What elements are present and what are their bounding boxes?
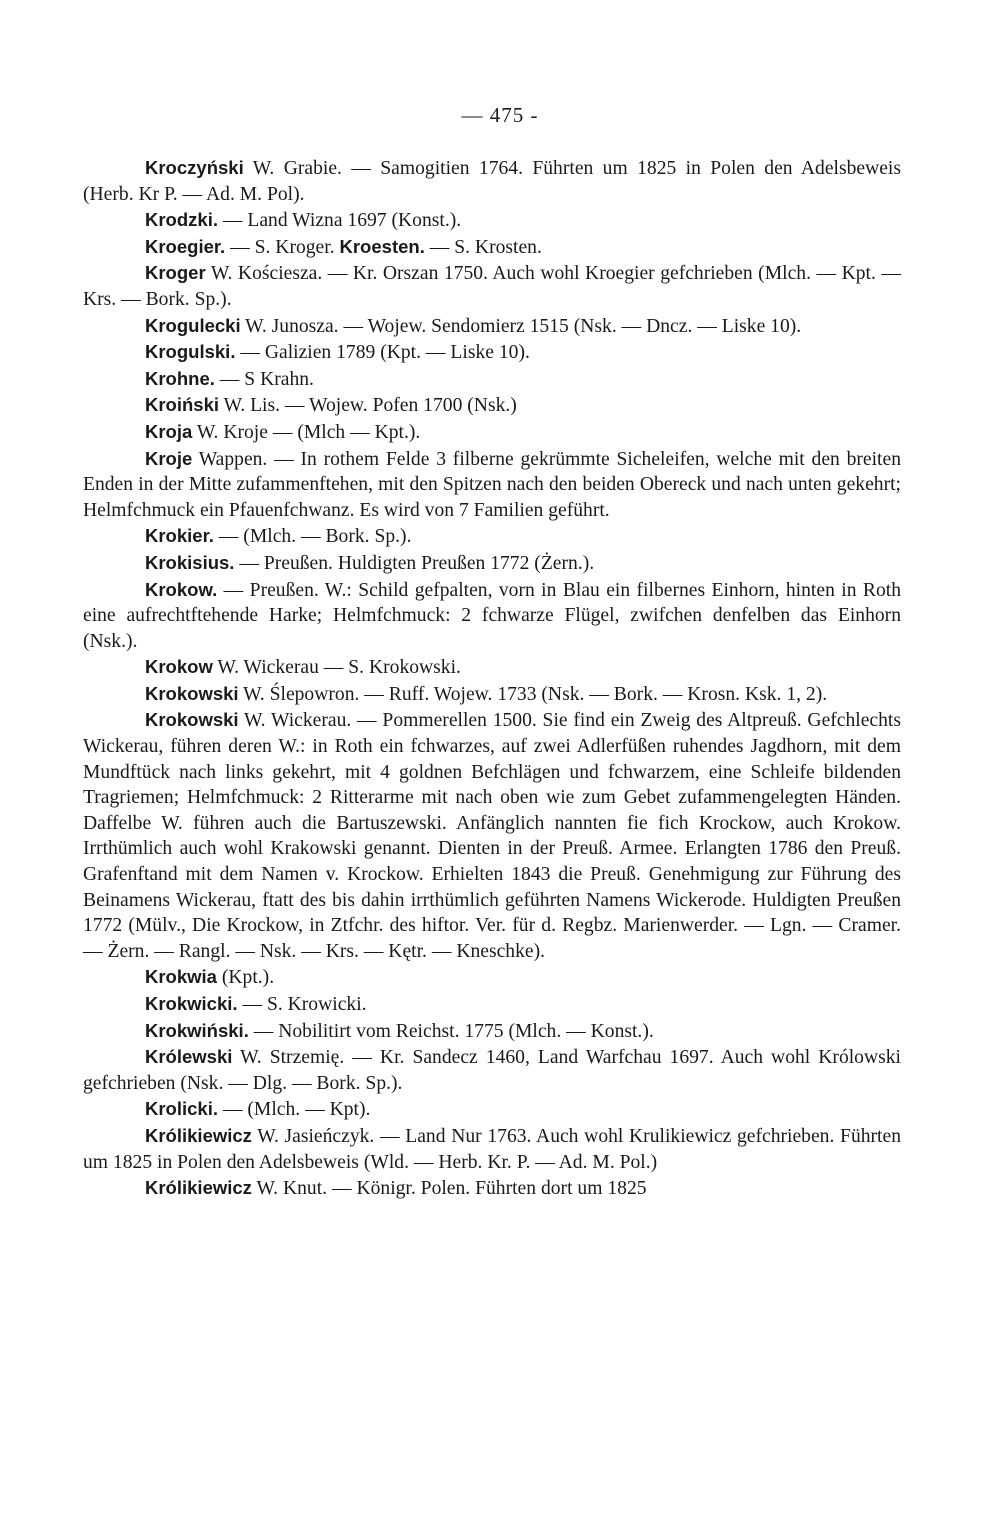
dictionary-entry (83, 681, 901, 708)
entry-headword: Kroesten. (339, 235, 425, 257)
dictionary-entry (83, 260, 901, 312)
dictionary-entry (83, 1175, 901, 1202)
entry-headword: Królikiewicz (145, 1177, 252, 1199)
dictionary-entry (83, 366, 901, 393)
entry-text: W. Lis. — Wojew. Pofen 1700 (Nsk.) (219, 395, 517, 417)
dictionary-entry (83, 577, 901, 655)
entry-headword: Kroegier. (145, 235, 226, 257)
entry-text: Wappen. — In rothem Felde 3 filberne gekrümmte Sicheleifen, welche mit den breiten Enden in der Mitte zufammenftehen, mit den Spitzen nach den beiden Obereck und nach unten gekehrt; Helmfchmuck ein Pfauenfchwanz. Es wird von 7 Familien geführt. (83, 448, 901, 521)
entry-text: W. Jasieńczyk. — Land Nur 1763. Auch wohl Krulikiewicz gefchrieben. Führten um 1825 in Polen den Adelsbeweis (Wld. — Herb. Kr. P. — Ad. M. Pol.) (83, 1125, 901, 1173)
entry-text: — Galizien 1789 (Kpt. — Liske 10). (235, 342, 530, 364)
entry-headword: Krogulski. (145, 341, 236, 363)
entry-text: W. Kościesza. — Kr. Orszan 1750. Auch wohl Kroegier gefchrieben (Mlch. — Kpt. — Krs. — Bork. Sp.). (83, 263, 901, 310)
entry-headword: Krokow (145, 656, 213, 678)
entry-headword: Kroczyński (145, 157, 244, 178)
entry-text: W. Grabie. — Samogitien 1764. Führten um 1825 in Polen den Adelsbeweis (Herb. Kr P. — Ad. M. Pol). (83, 158, 901, 205)
entry-headword: Krokwia (145, 966, 217, 988)
entry-text: — S. Krowicki. (237, 994, 367, 1015)
entry-headword: Królikiewicz (145, 1124, 252, 1146)
entry-list (83, 155, 901, 1202)
entry-headword: Krokisius. (145, 551, 235, 573)
entry-headword: Krodzki. (145, 209, 218, 231)
dictionary-entry (83, 1096, 901, 1123)
entry-text: W. Wickerau. — Pommerellen 1500. Sie find ein Zweig des Altpreuß. Gefchlechts Wickerau, führen deren W.: in Roth ein fchwarzes, auf zwei Adlerfüßen ruhendes Jagdhorn, mit dem Mundftück nach links gekehrt, mit 4 goldnen Befchlägen und fchwarzem, eine Schleife bildenden Tragriemen; Helmfchmuck: 2 Ritterarme mit nach oben wie zum Gebet zufammengelegten Händen. Daffelbe W. führen auch die Bartuszewski. Anfänglich nannten fie fich Krockow, auch Krokow. Irrthümlich auch wohl Krakowski genannt. Dienten in der Preuß. Armee. Erlangten 1786 den Preuß. Grafenftand mit dem Namen v. Krockow. Erhielten 1843 die Preuß. Genehmigung zur Führung des Beinamens Wickerau, ftatt des bis dahin irrthümlich geführten Namens Wickerode. Huldigten Preußen 1772 (Mülv., Die Krockow, in Ztfchr. des hiftor. Ver. für d. Regbz. Marienwerder. — Lgn. — Cramer. — Żern. — Rangl. — Nsk. — Krs. — Kętr. — Kneschke). (83, 710, 901, 962)
dictionary-entry (83, 964, 901, 991)
dictionary-entry (83, 523, 901, 550)
entry-text: — S Krahn. (214, 368, 314, 390)
entry-text: W. Strzemię. — Kr. Sandecz 1460, Land Warfchau 1697. Auch wohl Królowski gefchrieben (Nsk. — Dlg. — Bork. Sp.). (83, 1047, 901, 1094)
entry-headword: Kroja (145, 420, 193, 442)
entry-headword: Krokwicki. (145, 993, 238, 1014)
entry-headword: Królewski (145, 1046, 233, 1068)
entry-headword: Kroje (145, 447, 193, 469)
dictionary-entry (83, 446, 901, 524)
entry-headword: Krolicki. (145, 1098, 218, 1120)
entry-text: — Preußen. Huldigten Preußen 1772 (Żern.). (234, 552, 595, 574)
dictionary-entry (83, 339, 901, 366)
entry-headword: Krokier. (145, 525, 214, 547)
entry-text: — S. Krosten. (424, 236, 542, 258)
dictionary-entry (83, 1018, 901, 1045)
dictionary-entry (83, 1044, 901, 1096)
entry-text: (Kpt.). (216, 967, 275, 989)
entry-text: — Preußen. W.: Schild gefpalten, vorn in Blau ein filbernes Einhorn, hinten in Roth eine aufrechtftehende Harke; Helmfchmuck: 2 fchwarze Flügel, zwifchen denfelben das Einhorn (Nsk.). (83, 579, 901, 652)
entry-text: W. Junosza. — Wojew. Sendomierz 1515 (Nsk. — Dncz. — Liske 10). (240, 315, 802, 337)
entry-headword: Krogulecki (145, 314, 241, 336)
entry-headword: Krokowski (145, 709, 239, 731)
dictionary-entry (83, 207, 901, 234)
entry-headword: Krokowski (145, 682, 239, 704)
dictionary-entry (83, 654, 901, 681)
entry-headword: Kroger (145, 262, 206, 284)
entry-text: — Land Wizna 1697 (Konst.). (217, 210, 462, 232)
entry-headword: Krohne. (145, 367, 215, 389)
dictionary-entry (83, 550, 901, 577)
dictionary-entry (83, 392, 901, 419)
entry-text: — Nobilitirt vom Reichst. 1775 (Mlch. — Konst.). (248, 1020, 654, 1042)
entry-text: — (Mlch. — Bork. Sp.). (213, 526, 412, 548)
entry-text: W. Knut. — Königr. Polen. Führten dort um 1825 (251, 1178, 647, 1200)
entry-headword: Krokow. (145, 578, 218, 600)
dictionary-entry (83, 234, 901, 261)
dictionary-entry (83, 991, 901, 1018)
dictionary-entry (83, 419, 901, 446)
dictionary-entry (83, 155, 901, 207)
entry-text: — S. Kroger. (225, 236, 340, 258)
dictionary-entry (83, 1123, 901, 1175)
page-number: — 475 - (461, 103, 539, 127)
entry-text: W. Wickerau — S. Krokowski. (212, 657, 461, 679)
entry-headword: Krokwiński. (145, 1019, 249, 1041)
entry-text: W. Kroje — (Mlch — Kpt.). (192, 421, 421, 443)
dictionary-entry (83, 313, 901, 340)
entry-text: W. Ślepowron. — Ruff. Wojew. 1733 (Nsk. — Bork. — Krosn. Ksk. 1, 2). (238, 683, 828, 705)
dictionary-entry (83, 707, 901, 964)
entry-headword: Kroiński (145, 394, 220, 416)
entry-text: — (Mlch. — Kpt). (218, 1099, 371, 1121)
